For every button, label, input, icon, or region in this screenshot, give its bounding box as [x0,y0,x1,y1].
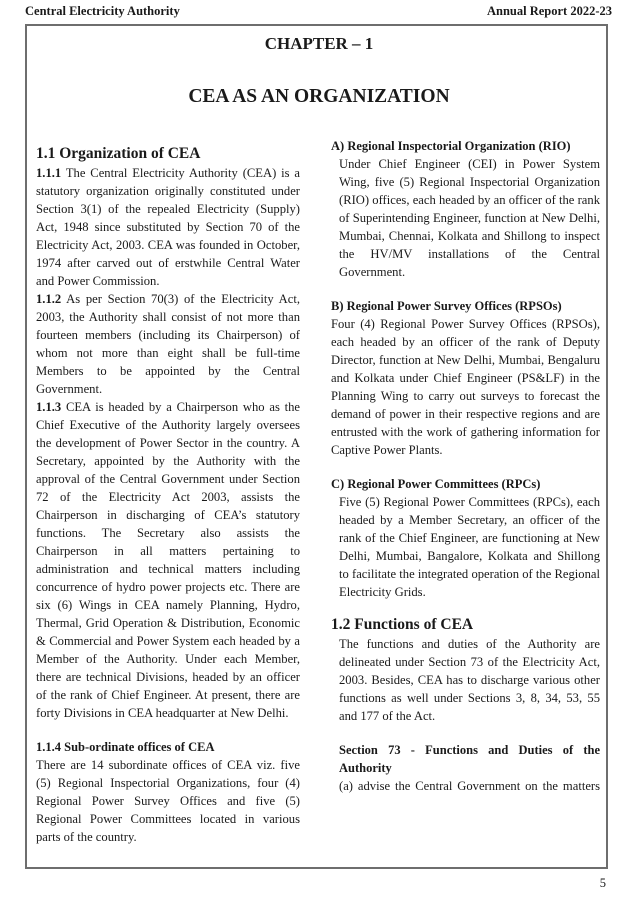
paragraph-1-1-1 [36,164,300,290]
paragraph-number: 1.1.2 [36,292,62,306]
page-number: 5 [599,876,606,890]
paragraph-number: 1.1.1 [36,166,62,180]
subheading-section-73: Section 73 - Functions and Duties of the Authority [339,743,600,775]
section-heading-1-2: 1.2 Functions of CEA [331,616,474,633]
subheading-rpc: C) Regional Power Committees (RPCs) [331,477,541,491]
chapter-title: CEA AS AN ORGANIZATION [188,86,450,107]
paragraph-rpc: Five (5) Regional Power Committees (RPCs), each headed by a Member Secretary, an officer of the rank of the Chief Engineer, are functioning at New Delhi, Mumbai, Bangalore, Kolkata and Shillong to facilitate the integrated operation of the Regional Electricity Grids. [339,495,600,599]
left-column [36,138,300,846]
subheading-1-1-4: 1.1.4 Sub-ordinate offices of CEA [36,740,215,754]
paragraph-text: As per Section 70(3) of the Electricity Act, 2003, the Authority shall consist of not more than fourteen members (including its Chairperson) of whom not more than eight shall be full-time Members to be appointed by the Central Government. [36,292,300,396]
list-item-a: (a) advise the Central Government on the matters [339,779,600,793]
running-header-left: Central Electricity Authority [25,4,180,18]
subheading-rpso: B) Regional Power Survey Offices (RPSOs) [331,299,562,313]
running-header-right: Annual Report 2022-23 [486,4,612,18]
paragraph-text: The Central Electricity Authority (CEA) is a statutory organization originally constituted under Section 3(1) of the repealed Electricity (Supply) Act, 1948 since substituted by Section 70 of the Electricity Act, 2003. CEA was founded in October, 1974 after carved out of erstwhile Central Water and Power Commission. [36,166,301,288]
paragraph-1-1-4: There are 14 subordinate offices of CEA viz. five (5) Regional Inspectorial Organizations, four (4) Regional Power Survey Offices and five (5) Regional Power Committees located in various parts of the country. [36,758,300,844]
paragraph-1-1-2 [36,290,300,398]
paragraph-1-1-3 [36,398,300,722]
paragraph-text: CEA is headed by a Chairperson who as the Chief Executive of the Authority largely oversees the development of Power Sector in the country. A Secretary, appointed by the Authority with the approval of the Central Government under Section 72 of the Electricity Act 2003, assists the Chairperson in discharging of CEA’s statutory functions. The Secretary also assists the Chairperson in all matters pertaining to administration and technical matters including concurrence of hydro power projects etc. There are six (6) Wings in CEA namely Planning, Hydro, Thermal, Grid Operation & Distribution, Economic & Commercial and Power System each headed by a Member of the Authority. Under each Member, there are technical Divisions, headed by an officer of the rank of Chief Engineer. At present, there are forty Divisions in CEA headquarter at New Delhi. [36,400,300,720]
paragraph-rpso: Four (4) Regional Power Survey Offices (RPSOs), each headed by an officer of the rank of Deputy Director, function at New Delhi, Mumbai, Bengaluru and Kolkata under Chief Engineer (PS&LF) in the Planning Wing to carry out surveys to forecast the demand of power in their respective regions and are entrusted with the work of gathering information for Captive Power Plants. [331,317,600,457]
section-heading-1-1: 1.1 Organization of CEA [36,145,201,162]
paragraph-rio: Under Chief Engineer (CEI) in Power System Wing, five (5) Regional Inspectorial Organization (RIO) offices, each headed by an officer of the rank of Superintending Engineer, function at New Delhi, Mumbai, Chennai, Kolkata and Shillong to inspect the HV/MV installations of the Central Government. [339,157,600,279]
right-column [331,137,600,795]
chapter-label: CHAPTER – 1 [264,34,374,53]
paragraph-1-2: The functions and duties of the Authority are delineated under Section 73 of the Electricity Act, 2003. Besides, CEA has to discharge various other functions as well under Sections 3, 8, 34, 53, 55 and 177 of the Act. [339,637,600,723]
subheading-rio: A) Regional Inspectorial Organization (RIO) [331,139,571,153]
paragraph-number: 1.1.3 [36,400,62,414]
